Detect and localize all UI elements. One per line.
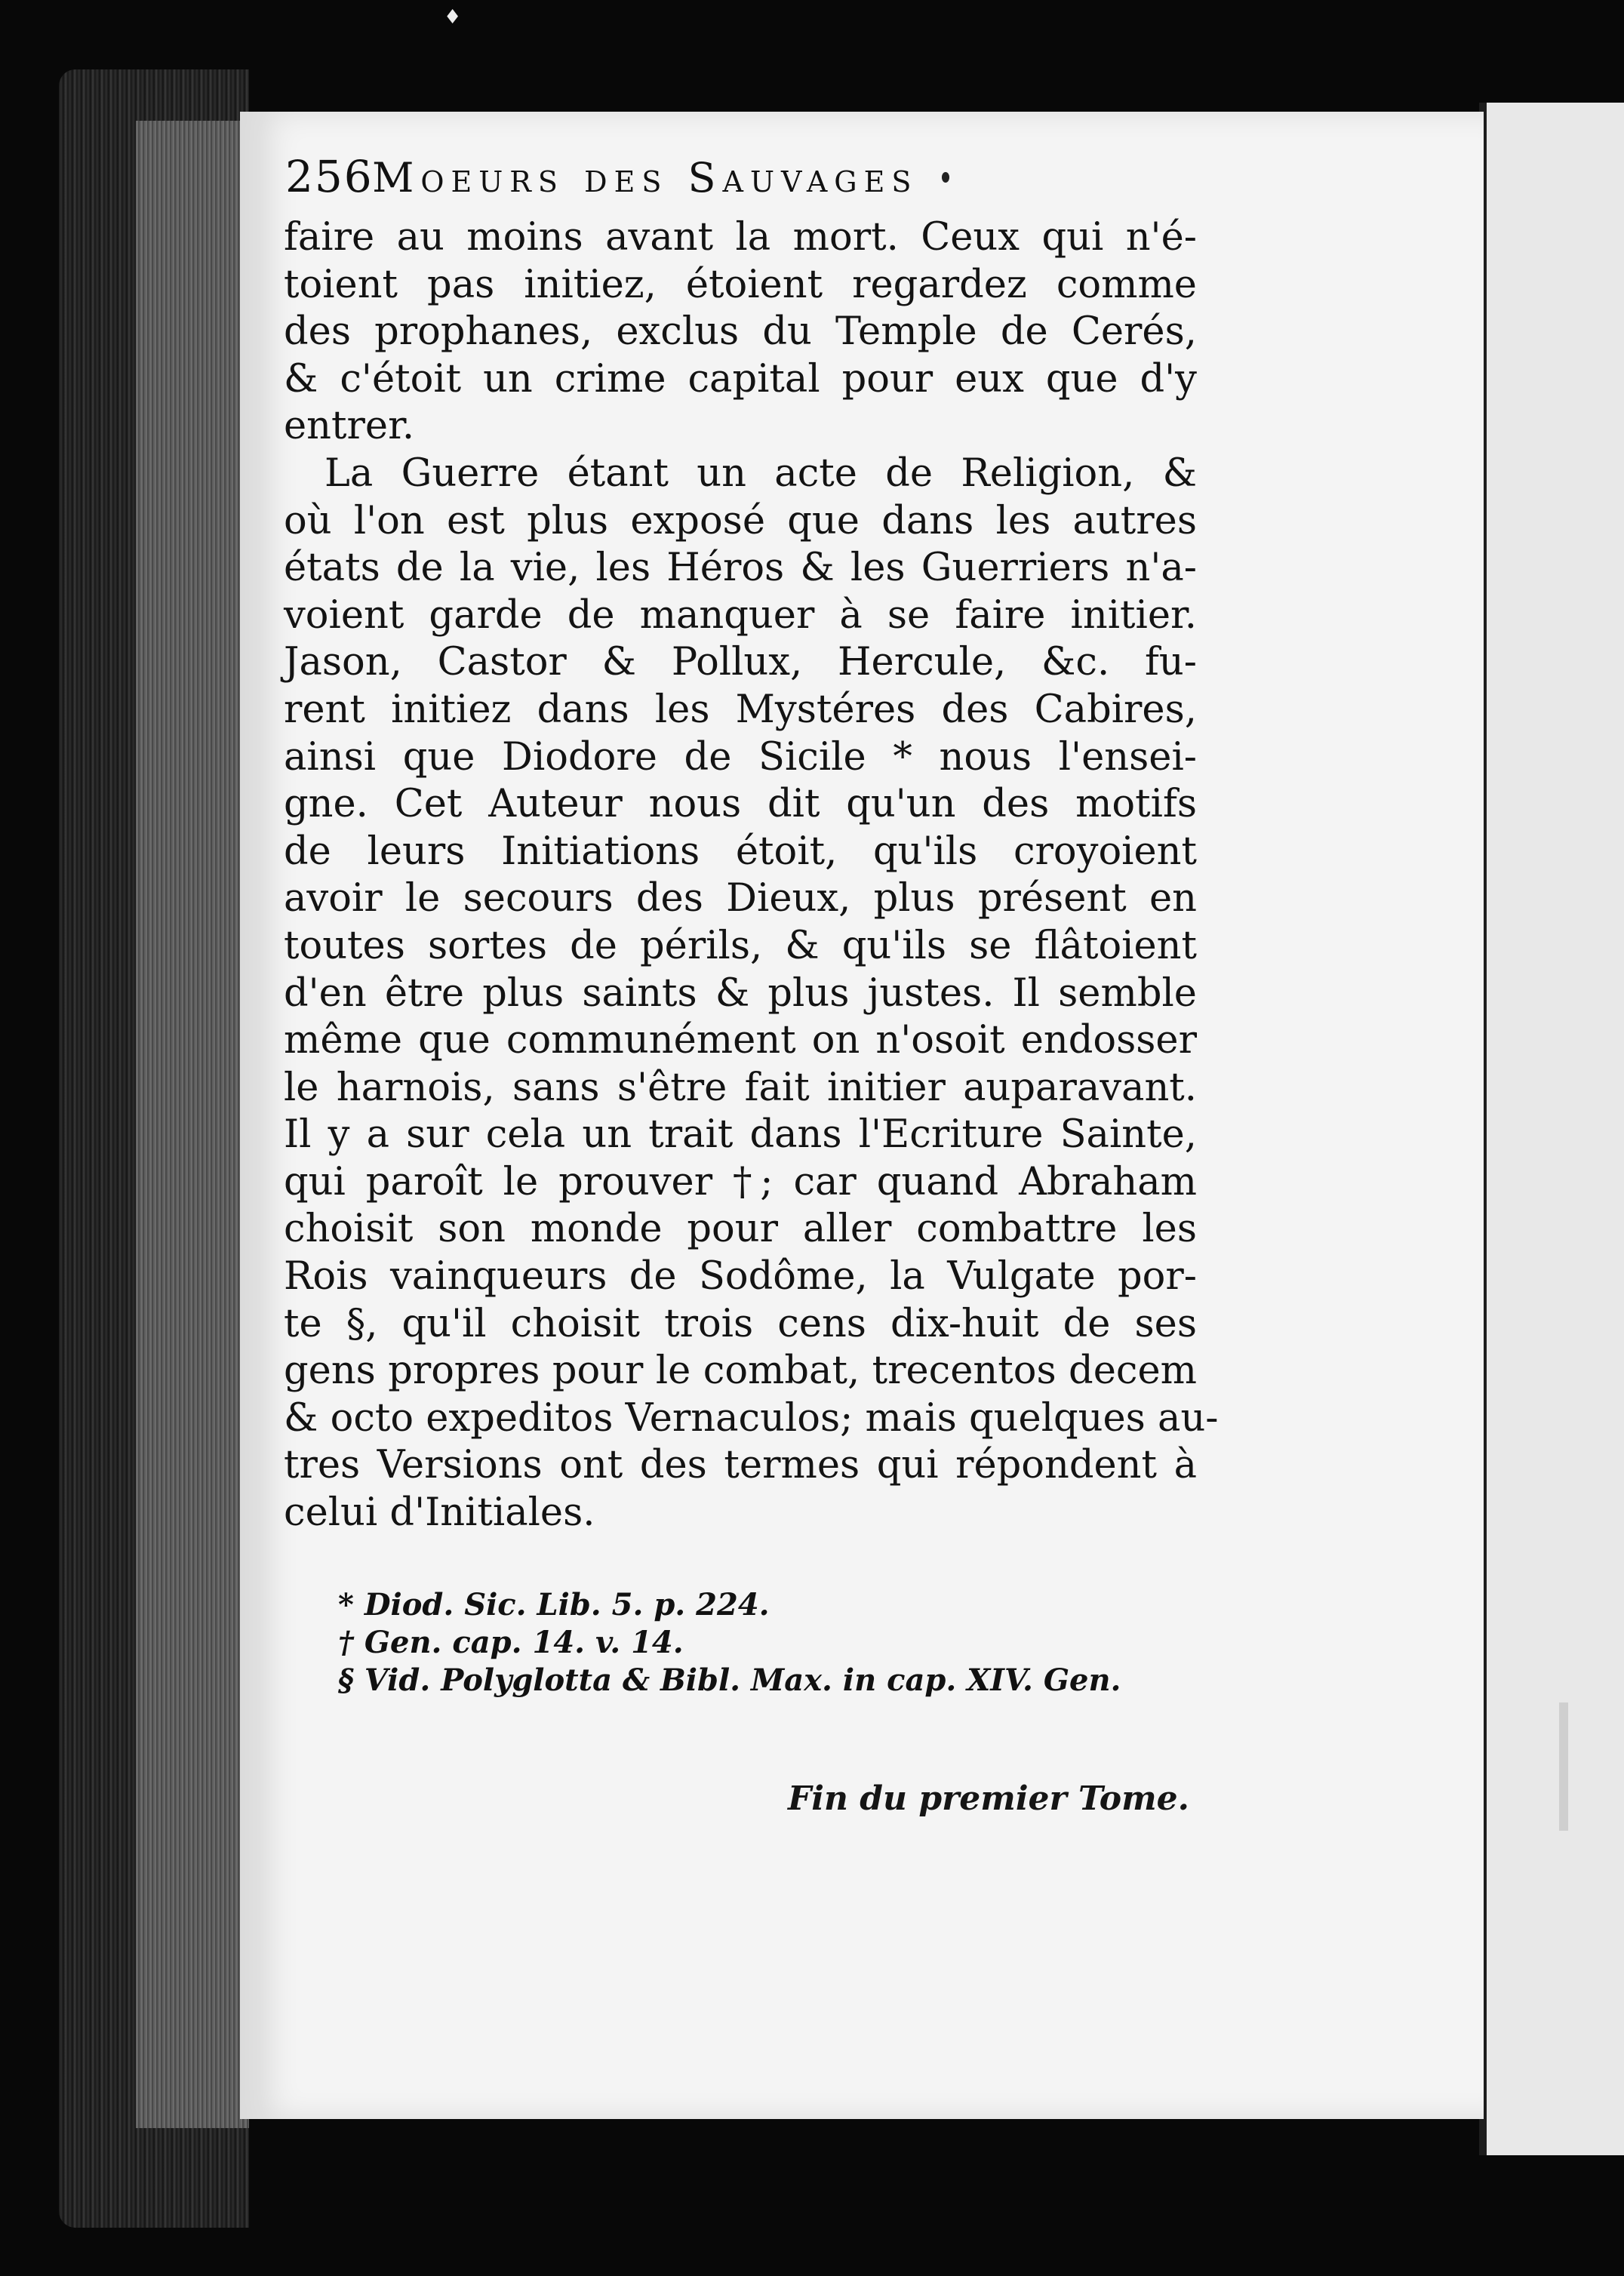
- colophon: Fin du premier Tome.: [788, 1779, 1189, 1818]
- text-line: voient garde de manquer à se faire initier.: [284, 592, 1197, 638]
- text-line: Il y a sur cela un trait dans l'Ecriture Sainte,: [284, 1112, 1197, 1158]
- text-line: faire au moins avant la mort. Ceux qui n'é-: [284, 215, 1197, 260]
- body-text: [284, 214, 1219, 1537]
- text-line: choisit son monde pour aller combattre les: [284, 1207, 1197, 1252]
- text-line: entrer.: [284, 404, 415, 449]
- text-line: gne. Cet Auteur nous dit qu'un des motifs: [284, 782, 1197, 827]
- page-number: 256: [285, 151, 374, 202]
- text-line: tres Versions ont des termes qui répondent à: [284, 1443, 1197, 1488]
- text-line: états de la vie, les Héros & les Guerriers n'a-: [284, 546, 1197, 591]
- running-title: Moeurs des Sauvages: [372, 154, 918, 201]
- footnote: † Gen. cap. 14. v. 14.: [338, 1625, 684, 1660]
- text-line: Rois vainqueurs de Sodôme, la Vulgate por-: [284, 1254, 1197, 1299]
- text-line: Jason, Castor & Pollux, Hercule, &c. fu-: [284, 640, 1197, 685]
- text-line: La Guerre étant un acte de Religion, &: [324, 451, 1197, 496]
- facing-page-edge: [1479, 103, 1624, 2155]
- text-line: & c'étoit un crime capital pour eux que d'y: [284, 356, 1197, 401]
- text-line: & octo expeditos Vernaculos; mais quelques au-: [284, 1395, 1219, 1441]
- text-line: ainsi que Diodore de Sicile * nous l'ensei-: [284, 734, 1197, 780]
- text-line: toient pas initiez, étoient regardez comme: [284, 262, 1197, 307]
- text-line: d'en être plus saints & plus justes. Il semble: [284, 970, 1197, 1016]
- text-line: celui d'Initiales.: [284, 1490, 595, 1536]
- page-edges: [136, 121, 249, 2128]
- scan-mark-icon: ♦: [444, 6, 462, 29]
- text-line: qui paroît le prouver †; car quand Abraham: [284, 1159, 1197, 1204]
- footnotes: [338, 1586, 1206, 1699]
- text-line: rent initiez dans les Mystéres des Cabires,: [284, 687, 1197, 732]
- text-line: de leurs Initiations étoit, qu'ils croyoient: [284, 829, 1197, 874]
- text-line: avoir le secours des Dieux, plus présent en: [284, 876, 1197, 921]
- text-line: gens propres pour le combat, trecentos decem: [284, 1349, 1197, 1394]
- text-line: te §, qu'il choisit trois cens dix-huit de ses: [284, 1301, 1197, 1346]
- page-header: [285, 151, 1085, 211]
- page-edge-mark: [1559, 1702, 1568, 1831]
- text-line: le harnois, sans s'être fait initier auparavant.: [284, 1065, 1197, 1110]
- text-line: des prophanes, exclus du Temple de Cerés,: [284, 309, 1197, 355]
- footnote: * Diod. Sic. Lib. 5. p. 224.: [338, 1587, 770, 1622]
- text-line: où l'on est plus exposé que dans les autres: [284, 498, 1197, 543]
- footnote: § Vid. Polyglotta & Bibl. Max. in cap. XIV. Gen.: [338, 1662, 1121, 1698]
- text-line: même que communément on n'osoit endosser: [284, 1018, 1197, 1063]
- text-line: toutes sortes de périls, & qu'ils se flâtoient: [284, 923, 1197, 968]
